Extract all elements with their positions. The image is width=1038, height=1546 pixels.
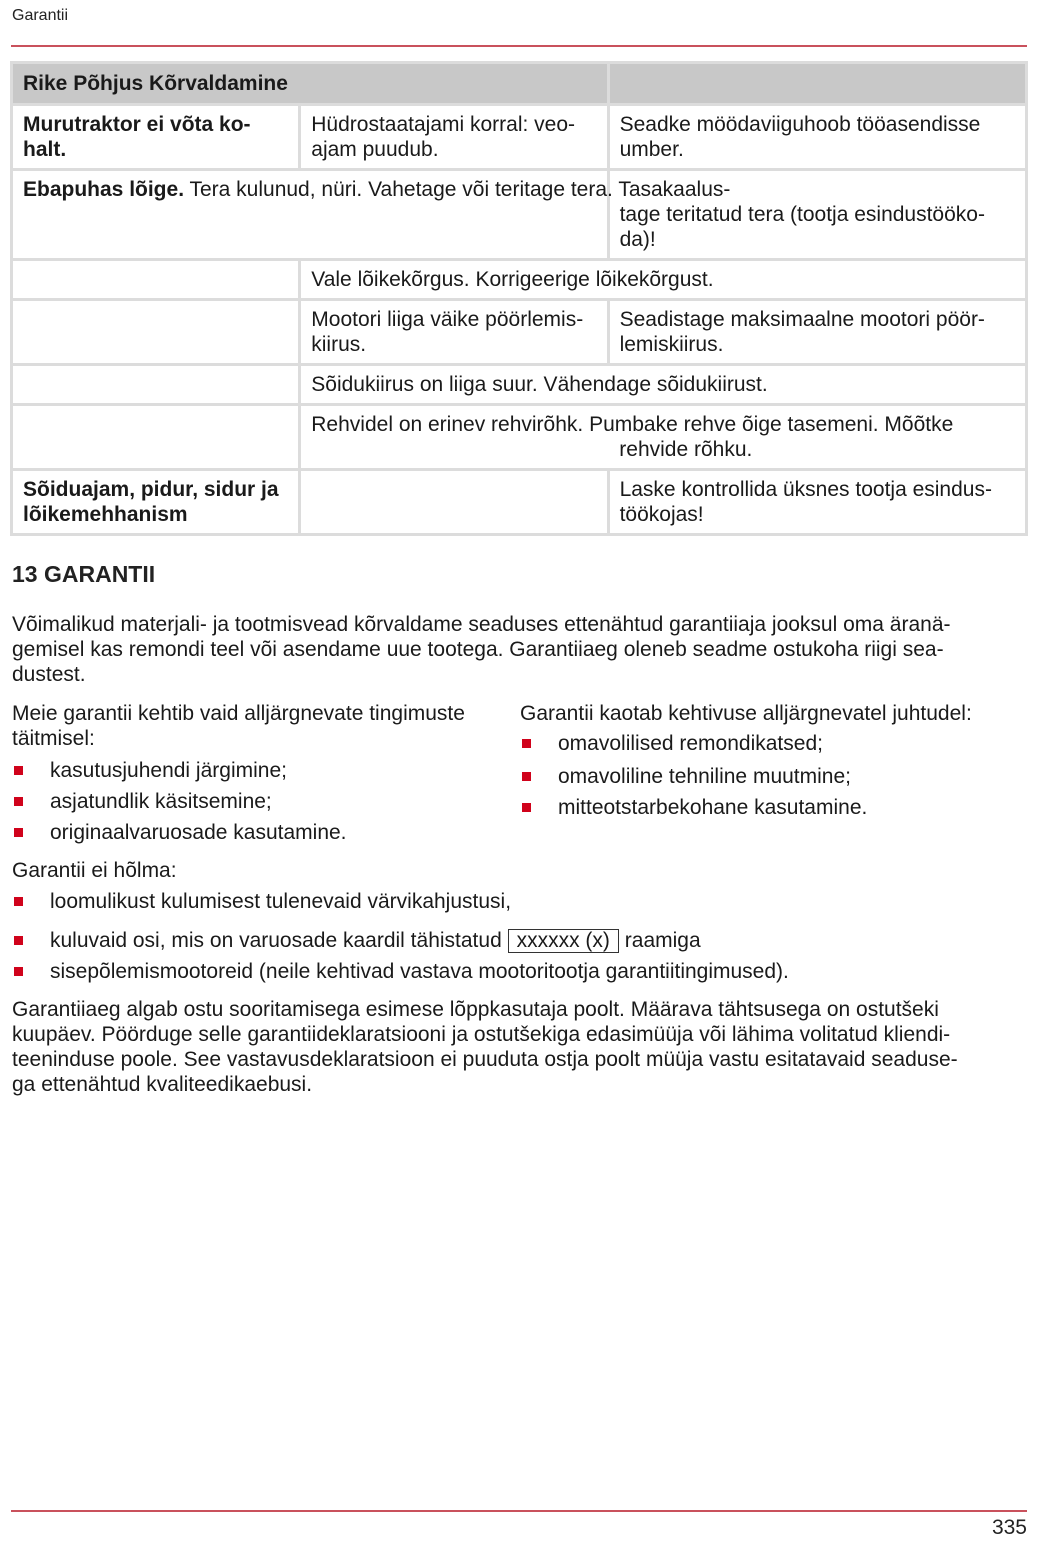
fault-text: Ebapuhas lõige. [23,178,185,201]
parts-code-box: xxxxxx (x) [508,929,619,953]
bullet-square-icon [522,772,531,781]
valid-conditions-intro: Meie garantii kehtib vaid alljärgnevate tingimuste täitmisel: [12,702,465,750]
page-number: 335 [991,1516,1027,1539]
cause-remedy-cell: Sõidukiirus on liiga suur. Vähendage sõidukiirust. [300,365,1027,405]
fault-cell-empty [12,405,300,470]
void-conditions-list [520,731,1028,820]
remedy-cell: tage teritatud tera (tootja esindustööko- da)! [608,170,1026,260]
fault-cell: Murutraktor ei võta ko- halt. [12,105,300,170]
list-item [12,820,512,845]
cause-cell-empty [300,470,608,535]
remedy-cell: Seadke möödaviiguhoob tööasendisse umber. [608,105,1026,170]
bullet-square-icon [14,797,23,806]
cause-cell: Mootori liiga väike pöörlemis- kiirus. [300,300,608,365]
list-item-text: sisepõlemismootoreid (neile kehtivad vastava mootoritootja garantiitingimused). [50,960,789,983]
list-item-text: mitteotstarbekohane kasutamine. [558,796,868,819]
list-item [520,795,1028,820]
header-rule [11,45,1027,47]
list-item-text: originaalvaruosade kasutamine. [50,821,347,844]
table-row [12,260,1027,300]
table-header-row [12,63,1027,105]
cause-remedy-cell [300,405,1027,470]
fault-cell-empty [12,300,300,365]
remedy-cell: Seadistage maksimaalne mootori pöör- lemiskiirus. [608,300,1026,365]
valid-conditions-list [12,758,512,845]
fault-cause-remedy-cell [12,170,731,260]
bullet-square-icon [14,828,23,837]
cause-remedy-text: Tera kulunud, nüri. Vahetage või teritage tera. Tasakaalus- [184,178,731,201]
table-row [12,470,1027,535]
table-row [12,170,1027,260]
footer-rule [11,1510,1027,1512]
remedy-cell: Laske kontrollida üksnes tootja esindus- töökojas! [608,470,1026,535]
fault-cell: Sõiduajam, pidur, sidur ja lõikemehhanism [12,470,300,535]
warranty-intro: Võimalikud materjali- ja tootmisvead kõrvaldame seaduses ettenähtud garantiiaja jooksul oma äranä- gemisel kas remondi teel või asendame uue tootega. Garantiiaeg oleneb seadme ostukoha riigi sea- dustest. [12,613,951,686]
cause-cell: Hüdrostaatajami korral: veo- ajam puudub. [300,105,608,170]
troubleshooting-table [10,61,1028,536]
table-row [12,105,1027,170]
list-item-text: kasutusjuhendi järgimine; [50,759,287,782]
running-head: Garantii [12,7,69,24]
list-item-text: omavoliline tehniline muutmine; [558,765,851,788]
cause-remedy-cell: Vale lõikekõrgus. Korrigeerige lõikekõrgust. [300,260,1027,300]
table-row [12,300,1027,365]
bullet-square-icon [522,739,531,748]
list-item [520,731,1028,756]
list-item-text: loomulikust kulumisest tulenevaid värvikahjustusi, [50,890,512,913]
table-row [12,405,1027,470]
void-conditions-intro: Garantii kaotab kehtivuse alljärgnevatel juhtudel: [520,702,972,725]
list-item [520,764,1028,789]
cause-remedy-text: Rehvidel on erinev rehvirõhk. Pumbake rehve õige tasemeni. Mõõtke [311,413,954,436]
bullet-square-icon [14,897,23,906]
list-item [12,758,512,783]
fault-cell-empty [12,365,300,405]
list-item-text-suffix: raamiga [624,929,701,952]
table-header-cell: Rike Põhjus Kõrvaldamine [12,63,609,105]
list-item-text: omavolilised remondikatsed; [558,732,823,755]
table-row [12,365,1027,405]
list-item-text: asjatundlik käsitsemine; [50,790,272,813]
list-item [12,789,512,814]
list-item [12,889,1028,914]
warranty-closing: Garantiiaeg algab ostu sooritamisega esimese lõppkasutaja poolt. Määrava tähtsusega on ostutšeki kuupäev. Pöörduge selle garantiideklaratsiooni ja ostutšekiga edasimüüja või lähima volitatud kliendi- teeninduse poole. See vastavusdeklaratsioon ei puuduta ostja poolt müüja vastu esitatavaid seaduse- ga ettenähtud kvaliteedikaebusi. [12,998,958,1096]
fault-cell-empty [12,260,300,300]
list-item [12,928,1028,953]
table-header-cell-empty [608,63,1026,105]
section-heading: 13 GARANTII [12,561,156,587]
exclusions-list [12,889,1028,984]
exclusions-intro: Garantii ei hõlma: [12,859,177,882]
bullet-square-icon [14,936,23,945]
bullet-square-icon [522,803,531,812]
list-item-text: kuluvaid osi, mis on varuosade kaardil tähistatud [50,929,502,952]
bullet-square-icon [14,967,23,976]
bullet-square-icon [14,766,23,775]
remedy-continuation: rehvide rõhku. [619,438,753,461]
list-item [12,959,1028,984]
